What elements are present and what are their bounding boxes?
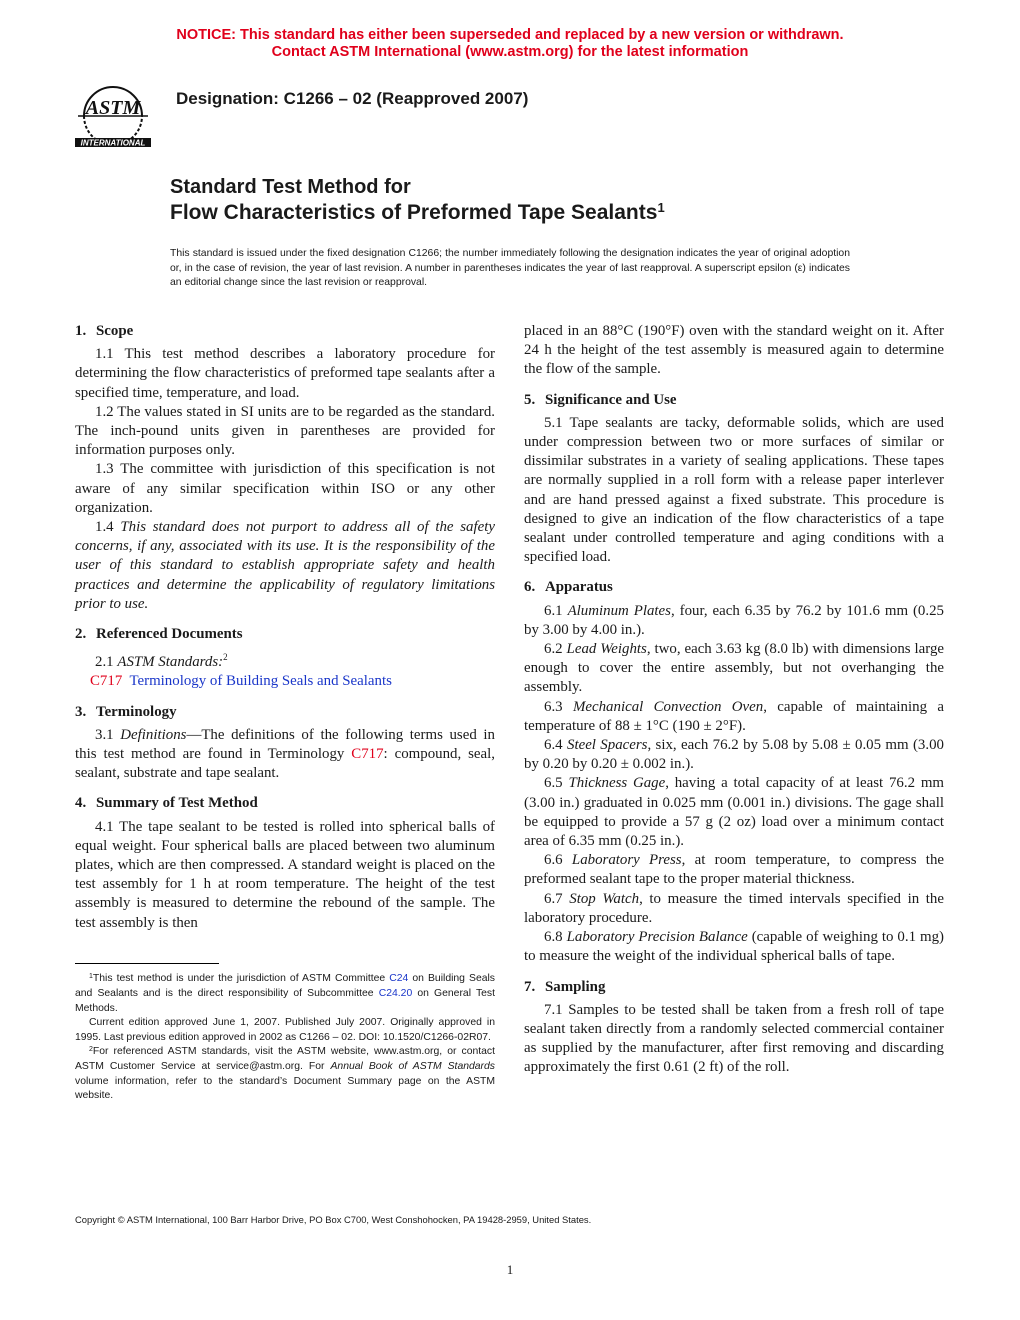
section-heading-apparatus: [524, 578, 944, 597]
footnote-text: on General Test Methods.: [75, 988, 495, 1014]
apparatus-text: (capable of weighing to 0.1 mg) to measure the weight of the individual spherical balls of tape.: [524, 929, 945, 965]
reference-c717[interactable]: [75, 672, 495, 691]
document-title: [170, 174, 665, 228]
apparatus-name: Laboratory Precision Balance: [566, 929, 748, 946]
para-number: 6.7: [544, 890, 563, 907]
committee-c24-link[interactable]: C24: [389, 973, 409, 984]
section-number: 5.: [524, 391, 536, 408]
para-2-1: [75, 648, 495, 672]
apparatus-text: , capable of maintaining a temperature of 88 ± 1°C (190 ± 2°F).: [524, 698, 944, 734]
para-number: 1.4: [95, 519, 114, 536]
footnote-1-edition: Current edition approved June 1, 2007. Published July 2007. Originally approved in 1995. Last previous edition approved in 2002 as C1266 – 02. DOI: 10.1520/C1266-02R07.: [75, 1017, 495, 1043]
apparatus-name: Lead Weights: [566, 641, 647, 658]
section-title: Terminology: [96, 703, 177, 720]
apparatus-item: [524, 698, 944, 736]
section-title: Apparatus: [545, 579, 613, 596]
footnote-mark: 1: [89, 973, 93, 980]
para-number: 6.4: [544, 737, 563, 754]
para-text: —The definitions of the following terms used in this test method are found in Terminology: [75, 726, 495, 763]
title-main: Flow Characteristics of Preformed Tape Sealants: [170, 201, 658, 224]
title-footnote-mark: 1: [657, 200, 665, 215]
para-number: 3.1: [95, 726, 114, 743]
para-1-2: 1.2 The values stated in SI units are to be regarded as the standard. The inch-pound units given in parentheses are provided for information purposes only.: [75, 403, 495, 459]
annual-book-title: Annual Book of ASTM Standards: [330, 1061, 495, 1073]
apparatus-item: [524, 736, 944, 774]
section-title: Scope: [96, 323, 134, 339]
para-1-1: 1.1 This test method describes a laboratory procedure for determining the flow characteristics of preformed tape sealants after a specified time, temperature, and load.: [75, 346, 495, 401]
apparatus-name: Stop Watch: [569, 890, 640, 907]
para-3-1: [75, 726, 495, 784]
subcommittee-link[interactable]: C24.20: [378, 988, 413, 1000]
para-number: 6.8: [544, 929, 563, 946]
reference-link-c717[interactable]: C717: [351, 746, 384, 763]
section-title: Significance and Use: [545, 391, 677, 408]
apparatus-text: , at room temperature, to compress the preformed sealant tape to the proper material thickness.: [524, 852, 944, 888]
section-title: Summary of Test Method: [96, 795, 258, 812]
page-number: 1: [506, 1262, 514, 1277]
para-4-1: 4.1 The tape sealant to be tested is rolled into spherical balls of equal weight. Four spherical balls are placed between two aluminum plates, which are then compressed. A standard weight is placed on the test assembly for 1 h at room temperature. The height of the test assembly is measured to determine the rebound of the sample. The test assembly is then: [75, 818, 495, 931]
astm-logo: [64, 76, 162, 148]
footnote-text: For referenced ASTM standards, visit the ASTM website, www.astm.org, or contact ASTM Customer Service at service@astm.org. For: [75, 1046, 495, 1073]
notice-line-2: Contact ASTM International (www.astm.org) for the latest information: [271, 44, 749, 60]
copyright: Copyright © ASTM International, 100 Barr Harbor Drive, PO Box C700, West Conshohocken, PA 19428-2959, United States.: [75, 1214, 592, 1225]
title-line-1: Standard Test Method for: [170, 176, 411, 198]
para-number: 2.1: [95, 654, 114, 671]
apparatus-name: Laboratory Press: [571, 852, 682, 869]
section-heading-significance: [524, 391, 944, 410]
section-number: 4.: [75, 795, 87, 812]
para-1-3: 1.3 The committee with jurisdiction of this specification is not aware of any similar specification within ISO or any other organization.: [75, 461, 495, 516]
apparatus-text: , to measure the timed intervals specified in the laboratory procedure.: [524, 890, 944, 926]
section-number: 3.: [75, 703, 87, 720]
definitions-term: Definitions: [120, 726, 187, 743]
withdrawal-notice: [0, 27, 1020, 61]
section-heading-sampling: [524, 978, 944, 997]
footnote-text: on Building Seals and Sealants and is the direct responsibility of Subcommittee: [75, 973, 496, 1000]
apparatus-text: , four, each 6.35 by 76.2 by 101.6 mm (0.25 by 3.00 by 4.00 in.).: [524, 602, 944, 638]
para-5-1: 5.1 Tape sealants are tacky, deformable solids, which are used under compression between two or more surfaces of similar or dissimilar substrates in a variety of sealing applications. These tapes are normally supplied in a roll form with a release paper interlever and are hand pressed against a fixed substrate. This procedure is designed to give an indication of the flow characteristics of a tape sealant under controlled temperature and aging conditions with a specified load.: [524, 414, 944, 566]
apparatus-item: [524, 851, 944, 889]
para-number: 6.1: [544, 602, 563, 619]
apparatus-item: [524, 774, 944, 851]
safety-caveat: This standard does not purport to address all of the safety concerns, if any, associated with its use. It is the responsibility of the user of this standard to establish appropriate safety and health practices and determine the applicability of regulatory limitations prior to use.: [75, 519, 495, 612]
designation-note: This standard is issued under the fixed designation C1266; the number immediately following the designation indicates the year of original adoption or, in the case of revision, the year of last revision. A number in parentheses indicates the year of last reapproval. A superscript epsilon (ε) indicates an editorial change since the last revision or reapproval.: [170, 248, 850, 288]
para-number: 6.6: [544, 852, 563, 869]
reference-title-link[interactable]: Terminology of Building Seals and Sealants: [129, 673, 392, 690]
footnote-rule: [75, 963, 219, 964]
designation: Designation: C1266 – 02 (Reapproved 2007): [176, 89, 529, 108]
para-number: 6.3: [544, 698, 563, 715]
notice-line-1: NOTICE: This standard has either been superseded and replaced by a new version or withdrawn.: [176, 27, 844, 43]
apparatus-text: , two, each 3.63 kg (8.0 lb) with dimensions large enough to cover the entire assembly, but not overhanging the assembly.: [524, 641, 945, 696]
section-heading-summary: [75, 794, 495, 813]
section-heading-terminology: [75, 703, 495, 722]
section-number: 1.: [75, 323, 87, 339]
logo-mark: ASTM: [85, 97, 141, 119]
apparatus-name: Steel Spacers: [567, 737, 648, 754]
para-4-1-continued: placed in an 88°C (190°F) oven with the standard weight on it. After 24 h the height of the test assembly is measured again to determine the flow of the sample.: [524, 323, 944, 378]
apparatus-item: [524, 890, 944, 928]
apparatus-name: Aluminum Plates: [567, 602, 671, 619]
para-number: 6.2: [544, 641, 563, 658]
apparatus-item: [524, 602, 944, 640]
section-title: Sampling: [545, 978, 606, 995]
section-heading-referenced-documents: [75, 625, 495, 644]
footnote-text: volume information, refer to the standard’s Document Summary page on the ASTM website.: [75, 1075, 495, 1102]
apparatus-item: [524, 640, 944, 698]
reference-code-link[interactable]: C717: [90, 673, 123, 690]
para-1-4: [75, 518, 495, 614]
footnotes: [75, 972, 495, 1104]
right-column: [524, 322, 944, 1078]
apparatus-text: , having a total capacity of at least 76.2 mm (3.00 in.) graduated in 0.025 mm (0.001 in.) divisions. The gage shall be equipped to provide a 57 g (2 oz) load over a minimum contact area of 6.35 mm (0.25 in.).: [524, 775, 945, 850]
section-heading-scope: [75, 322, 495, 341]
astm-standards-label: ASTM Standards:: [117, 654, 224, 671]
para-number: 6.5: [544, 775, 563, 792]
apparatus-item: [524, 928, 944, 966]
section-title: Referenced Documents: [96, 626, 243, 643]
logo-subtitle: INTERNATIONAL: [80, 138, 146, 148]
footnote-mark: 2: [223, 652, 228, 663]
para-7-1: 7.1 Samples to be tested shall be taken from a fresh roll of tape sealant taken directly from a randomly selected commercial container as supplied by the manufacturer, after first removing and discarding approximately the first 0.61 (2 ft) of the roll.: [524, 1001, 944, 1076]
apparatus-name: Thickness Gage: [568, 775, 666, 792]
apparatus-text: , six, each 76.2 by 5.08 by 5.08 ± 0.05 mm (3.00 by 0.20 by 0.20 ± 0.002 in.).: [524, 737, 944, 773]
footnote-text: This test method is under the jurisdiction of ASTM Committee: [92, 973, 390, 984]
footnote-2: [75, 1045, 495, 1104]
section-number: 2.: [75, 626, 87, 643]
footnote-mark: 2: [89, 1046, 93, 1054]
title-line-2: [170, 200, 665, 228]
footnote-1: [75, 972, 495, 1016]
left-column: [75, 322, 495, 933]
section-number: 6.: [524, 579, 536, 596]
section-number: 7.: [524, 978, 536, 995]
apparatus-name: Mechanical Convection Oven: [572, 698, 764, 715]
para-text: : compound, seal, sealant, substrate and tape sealant.: [75, 746, 495, 782]
